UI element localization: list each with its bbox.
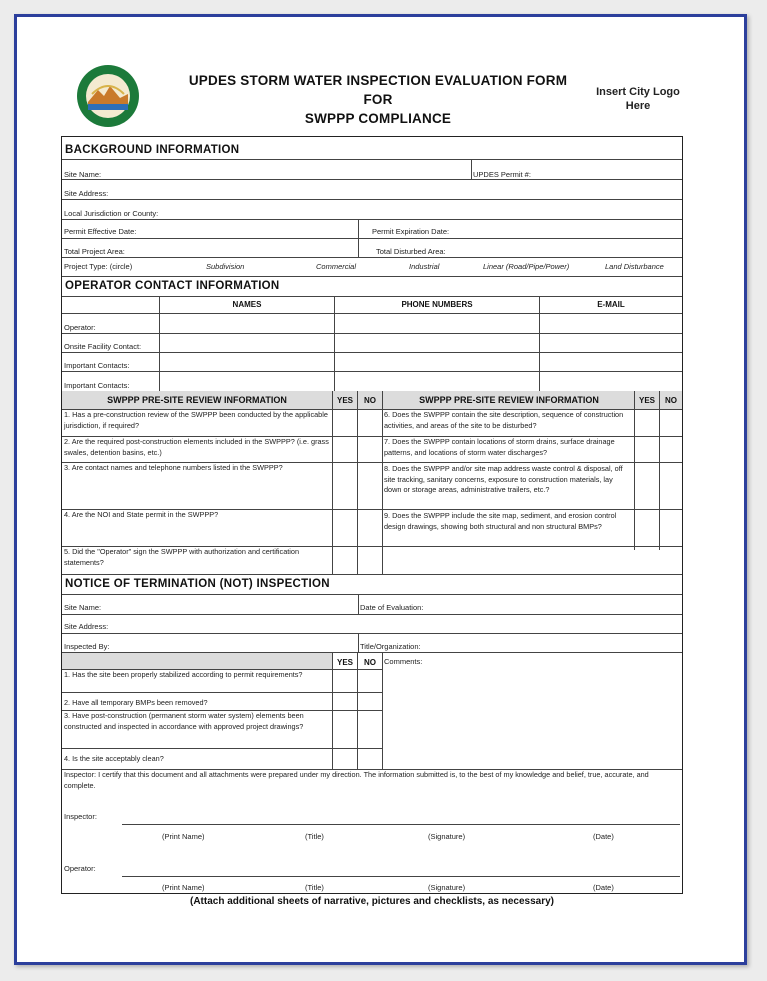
operator-signature: (Signature): [428, 883, 466, 892]
bg-disturbed-area-label: Total Disturbed Area:: [376, 247, 446, 256]
project-type-land-disturbance[interactable]: Land Disturbance: [605, 262, 664, 271]
operator-heading: OPERATOR CONTACT INFORMATION: [65, 280, 280, 292]
not-comments-label: Comments:: [384, 657, 423, 666]
form-body: [61, 136, 683, 894]
city-logo-line-2: Here: [625, 100, 651, 112]
operator-title: (Title): [305, 883, 324, 892]
review-q1: 1. Has a pre-construction review of the SWPPP been conducted by the applicable jurisdiction, if required?: [64, 410, 328, 430]
city-logo-line-1: Insert City Logo: [596, 86, 680, 98]
operator-row-important-1: Important Contacts:: [64, 361, 130, 370]
not-inspected-by-label: Inspected By:: [64, 642, 110, 651]
termination-heading: NOTICE OF TERMINATION (NOT) INSPECTION: [65, 578, 330, 590]
review-no-right: NO: [665, 396, 677, 405]
not-q3: 3. Have post-construction (permanent storm water system) elements been constructed and inspected in accordance with approved project drawings?: [64, 711, 304, 731]
review-heading-left: SWPPP PRE-SITE REVIEW INFORMATION: [107, 395, 287, 405]
review-yes-right: YES: [638, 396, 655, 405]
not-header-band: [62, 653, 332, 669]
operator-sign-label: Operator:: [64, 864, 96, 873]
not-date-eval-label: Date of Evaluation:: [360, 603, 424, 612]
project-type-industrial[interactable]: Industrial: [409, 262, 440, 271]
inspector-signature-line[interactable]: [122, 824, 680, 825]
inspector-print-name: (Print Name): [162, 832, 205, 841]
review-q4: 4. Are the NOI and State permit in the SWPPP?: [64, 510, 219, 519]
inspector-signature: (Signature): [428, 832, 466, 841]
inspector-title: (Title): [305, 832, 324, 841]
operator-col-phone: PHONE NUMBERS: [401, 300, 473, 309]
review-q8: 8. Does the SWPPP and/or site map address waste control & disposal, off site tracking, sanitary concerns, exposure to construction materials, lay down or storage areas, administrative trailers, etc.?: [384, 464, 623, 494]
not-site-address-label: Site Address:: [64, 622, 109, 631]
inspector-sign-label: Inspector:: [64, 812, 97, 821]
certification-text: Inspector: I certify that this document and all attachments were prepared under my direction. The information submitted is, to the best of my knowledge and belief, true, accurate, and complete.: [64, 770, 649, 790]
operator-print-name: (Print Name): [162, 883, 205, 892]
form-title: [150, 71, 606, 128]
operator-date: (Date): [593, 883, 614, 892]
city-logo-placeholder: [590, 85, 686, 113]
review-q3: 3. Are contact names and telephone numbers listed in the SWPPP?: [64, 463, 283, 472]
bg-permit-expiration-label: Permit Expiration Date:: [372, 227, 450, 236]
background-heading: BACKGROUND INFORMATION: [65, 144, 240, 156]
review-q6: 6. Does the SWPPP contain the site description, sequence of construction activities, and areas of the site to be disturbed?: [384, 410, 624, 430]
inspector-date: (Date): [593, 832, 614, 841]
not-yes-header: YES: [336, 658, 353, 667]
title-line-1: UPDES STORM WATER INSPECTION EVALUATION FORM: [188, 73, 568, 88]
operator-row-important-2: Important Contacts:: [64, 381, 130, 390]
review-q7: 7. Does the SWPPP contain locations of storm drains, surface drainage patterns, and locations of storm water discharges?: [384, 437, 615, 457]
not-q1: 1. Has the site been properly stabilized according to permit requirements?: [64, 670, 303, 679]
operator-col-email: E-MAIL: [597, 300, 625, 309]
review-yes-left: YES: [336, 396, 353, 405]
not-q2: 2. Have all temporary BMPs been removed?: [64, 698, 208, 707]
bg-project-type-label: Project Type: (circle): [64, 262, 133, 271]
bg-total-area-label: Total Project Area:: [64, 247, 125, 256]
title-line-3: SWPPP COMPLIANCE: [304, 111, 452, 126]
review-q2: 2. Are the required post-construction elements included in the SWPPP? (i.e. grass swales, detention basins, etc.): [64, 437, 329, 457]
bg-site-address-label: Site Address:: [64, 189, 109, 198]
title-line-2: FOR: [363, 92, 393, 107]
bg-permit-effective-label: Permit Effective Date:: [64, 227, 137, 236]
operator-col-names: NAMES: [232, 300, 262, 309]
project-type-linear[interactable]: Linear (Road/Pipe/Power): [483, 262, 570, 271]
not-site-name-label: Site Name:: [64, 603, 102, 612]
not-title-org-label: Title/Organization:: [360, 642, 421, 651]
bg-permit-label[interactable]: UPDES Permit #:: [473, 170, 531, 179]
project-type-commercial[interactable]: Commercial: [316, 262, 357, 271]
footer-note: (Attach additional sheets of narrative, pictures and checklists, as necessary): [189, 896, 555, 907]
operator-row-onsite: Onsite Facility Contact:: [64, 342, 142, 351]
bg-jurisdiction-label: Local Jurisdiction or County:: [64, 209, 159, 218]
review-no-left: NO: [364, 396, 376, 405]
operator-row-operator: Operator:: [64, 323, 96, 332]
not-q4: 4. Is the site acceptably clean?: [64, 754, 164, 763]
not-no-header: NO: [364, 658, 376, 667]
review-q9: 9. Does the SWPPP include the site map, sediment, and erosion control design drawings, showing both structural and non structural BMPs?: [384, 511, 617, 531]
project-type-subdivision[interactable]: Subdivision: [206, 262, 245, 271]
operator-signature-line[interactable]: [122, 876, 680, 877]
review-q5: 5. Did the "Operator" sign the SWPPP with authorization and certification statements?: [64, 547, 300, 567]
utah-deq-seal-logo: [76, 64, 140, 128]
bg-site-name-label: Site Name:: [64, 170, 102, 179]
review-heading-right: SWPPP PRE-SITE REVIEW INFORMATION: [419, 395, 599, 405]
